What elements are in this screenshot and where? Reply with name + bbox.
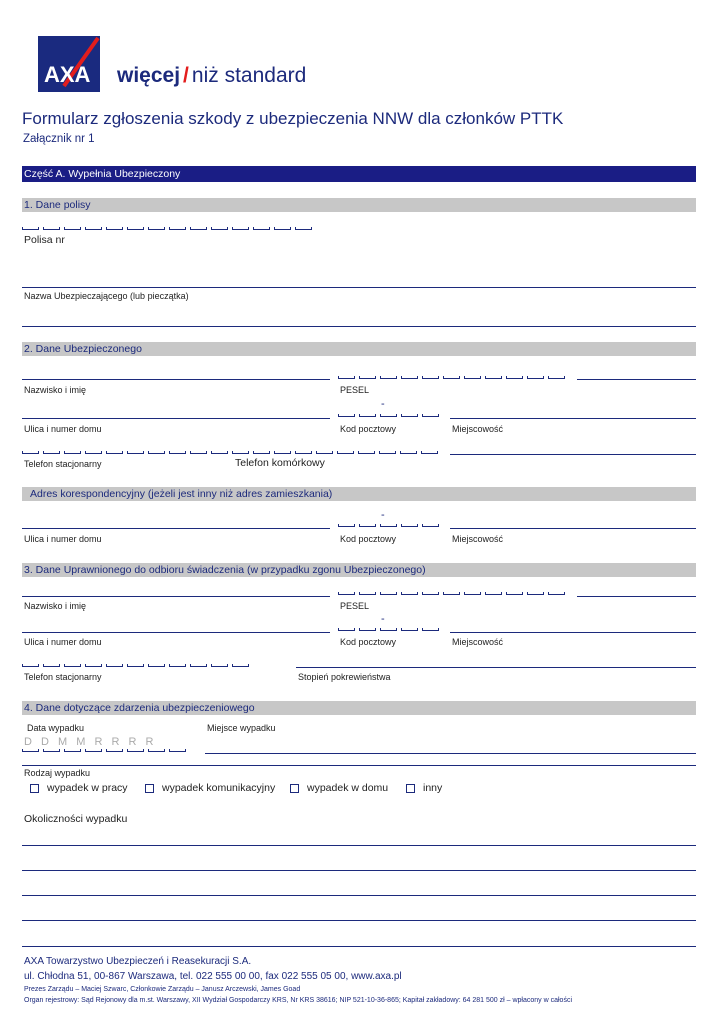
circumstances-line-4[interactable] [22, 920, 696, 921]
insured-city-field[interactable] [450, 418, 696, 419]
divider-type [22, 765, 696, 766]
benef-pesel-cells[interactable] [338, 592, 565, 595]
benef-city-label: Miejscowość [452, 637, 504, 647]
benef-pesel-label: PESEL [340, 601, 370, 611]
circumstances-line-2[interactable] [22, 870, 696, 871]
footer-registry: Organ rejestrowy: Sąd Rejonowy dla m.st. Warszawy, XII Wydział Gospodarczy KRS, Nr KRS 38616; NIP 521-10-36-865; Kapitał zakładowy: 64 281 500 zł – wpłacony w całości [24, 997, 572, 1004]
option-other[interactable] [406, 782, 442, 794]
policy-number-cells-2[interactable] [232, 227, 312, 230]
insured-city-label: Miejscowość [452, 424, 504, 434]
circumstances-label: Okoliczności wypadku [24, 813, 128, 825]
benef-phone-label: Telefon stacjonarny [24, 672, 102, 682]
correspondence-header: Adres korespondencyjny (jeżeli jest inny niż adres zamieszkania) [22, 487, 696, 501]
postcode-dash: - [381, 398, 385, 410]
benef-kinship-field[interactable] [296, 667, 696, 668]
insured-phone-label: Telefon stacjonarny [24, 459, 102, 469]
footer-board: Prezes Zarządu – Maciej Szwarc, Członkowie Zarządu – Janusz Arczewski, James Goad [24, 986, 301, 993]
accident-place-label: Miejsce wypadku [207, 723, 276, 733]
insured-pesel-extra [577, 379, 696, 380]
option-traffic-label: wypadek komunikacyjny [162, 782, 276, 794]
form-title: Formularz zgłoszenia szkody z ubezpieczenia NNW dla członków PTTK [22, 109, 564, 128]
form-subtitle: Załącznik nr 1 [23, 133, 95, 145]
corr-postcode-cells[interactable] [338, 524, 439, 527]
benef-pesel-extra [577, 596, 696, 597]
option-other-label: inny [423, 782, 443, 794]
checkbox-home[interactable] [290, 784, 299, 793]
benef-postcode-label: Kod pocztowy [340, 637, 397, 647]
option-work-label: wypadek w pracy [47, 782, 128, 794]
footer-company: AXA Towarzystwo Ubezpieczeń i Reasekuracji S.A. [24, 956, 252, 967]
slogan: więcej / niż standard [117, 64, 307, 87]
accident-type-label: Rodzaj wypadku [24, 768, 91, 778]
option-traffic[interactable] [145, 782, 275, 794]
accident-place-field[interactable] [205, 753, 696, 754]
section4-header: 4. Dane dotyczące zdarzenia ubezpieczeniowego [22, 701, 696, 715]
option-home-label: wypadek w domu [307, 782, 389, 794]
insured-mobile-cells[interactable] [232, 451, 438, 454]
corr-street-label: Ulica i numer domu [24, 534, 102, 544]
benef-street-label: Ulica i numer domu [24, 637, 102, 647]
benef-kinship-label: Stopień pokrewieństwa [298, 672, 391, 682]
part-a-header: Część A. Wypełnia Ubezpieczony [22, 166, 696, 182]
insured-mobile-label: Telefon komórkowy [235, 457, 325, 469]
insured-name-label: Nazwisko i imię [24, 385, 87, 395]
insured-phone-cells[interactable] [22, 451, 228, 454]
circumstances-line-5[interactable] [22, 946, 696, 947]
benef-postcode-cells[interactable] [338, 628, 439, 631]
insured-mobile-extra [450, 454, 696, 455]
option-home[interactable] [290, 782, 388, 794]
corr-city-label: Miejscowość [452, 534, 504, 544]
section3-header: 3. Dane Uprawnionego do odbioru świadczenia (w przypadku zgonu Ubezpieczonego) [22, 563, 696, 577]
accident-date-cells[interactable] [22, 749, 186, 752]
axa-logo [38, 36, 100, 92]
benef-postcode-dash: - [381, 613, 385, 625]
insured-postcode-cells[interactable] [338, 414, 439, 417]
benef-name-field[interactable] [22, 596, 330, 597]
checkbox-traffic[interactable] [145, 784, 154, 793]
insured-pesel-cells[interactable] [338, 376, 565, 379]
benef-name-label: Nazwisko i imię [24, 601, 87, 611]
circumstances-line-1[interactable] [22, 845, 696, 846]
corr-city-field[interactable] [450, 528, 696, 529]
accident-date-placeholder: D D M M R R R R [24, 736, 157, 748]
insured-street-label: Ulica i numer domu [24, 424, 102, 434]
benef-phone-cells[interactable] [22, 664, 249, 667]
benef-street-field[interactable] [22, 632, 330, 633]
insured-street-field[interactable] [22, 418, 330, 419]
corr-street-field[interactable] [22, 528, 330, 529]
logo-text: AXA [44, 62, 91, 87]
checkbox-work[interactable] [30, 784, 39, 793]
corr-postcode-dash: - [381, 509, 385, 521]
insurer-stamp-line[interactable] [22, 326, 696, 327]
benef-city-field[interactable] [450, 632, 696, 633]
option-work[interactable] [30, 782, 128, 794]
section2-header: 2. Dane Ubezpieczonego [22, 342, 696, 356]
corr-postcode-label: Kod pocztowy [340, 534, 397, 544]
checkbox-other[interactable] [406, 784, 415, 793]
section1-header: 1. Dane polisy [22, 198, 696, 212]
footer-address: ul. Chłodna 51, 00-867 Warszawa, tel. 022 555 00 00, fax 022 555 05 00, www.axa.pl [24, 971, 402, 982]
insurer-name-label: Nazwa Ubezpieczającego (lub pieczątka) [24, 291, 189, 301]
insured-pesel-label: PESEL [340, 385, 370, 395]
circumstances-line-3[interactable] [22, 895, 696, 896]
accident-date-label: Data wypadku [27, 723, 85, 733]
policy-no-label: Polisa nr [24, 234, 65, 246]
slogan-rest: niż standard [191, 64, 307, 87]
slogan-bold: więcej [117, 64, 181, 87]
insured-name-field[interactable] [22, 379, 330, 380]
policy-number-cells[interactable] [22, 227, 228, 230]
insured-postcode-label: Kod pocztowy [340, 424, 397, 434]
insurer-name-line[interactable] [22, 287, 696, 288]
